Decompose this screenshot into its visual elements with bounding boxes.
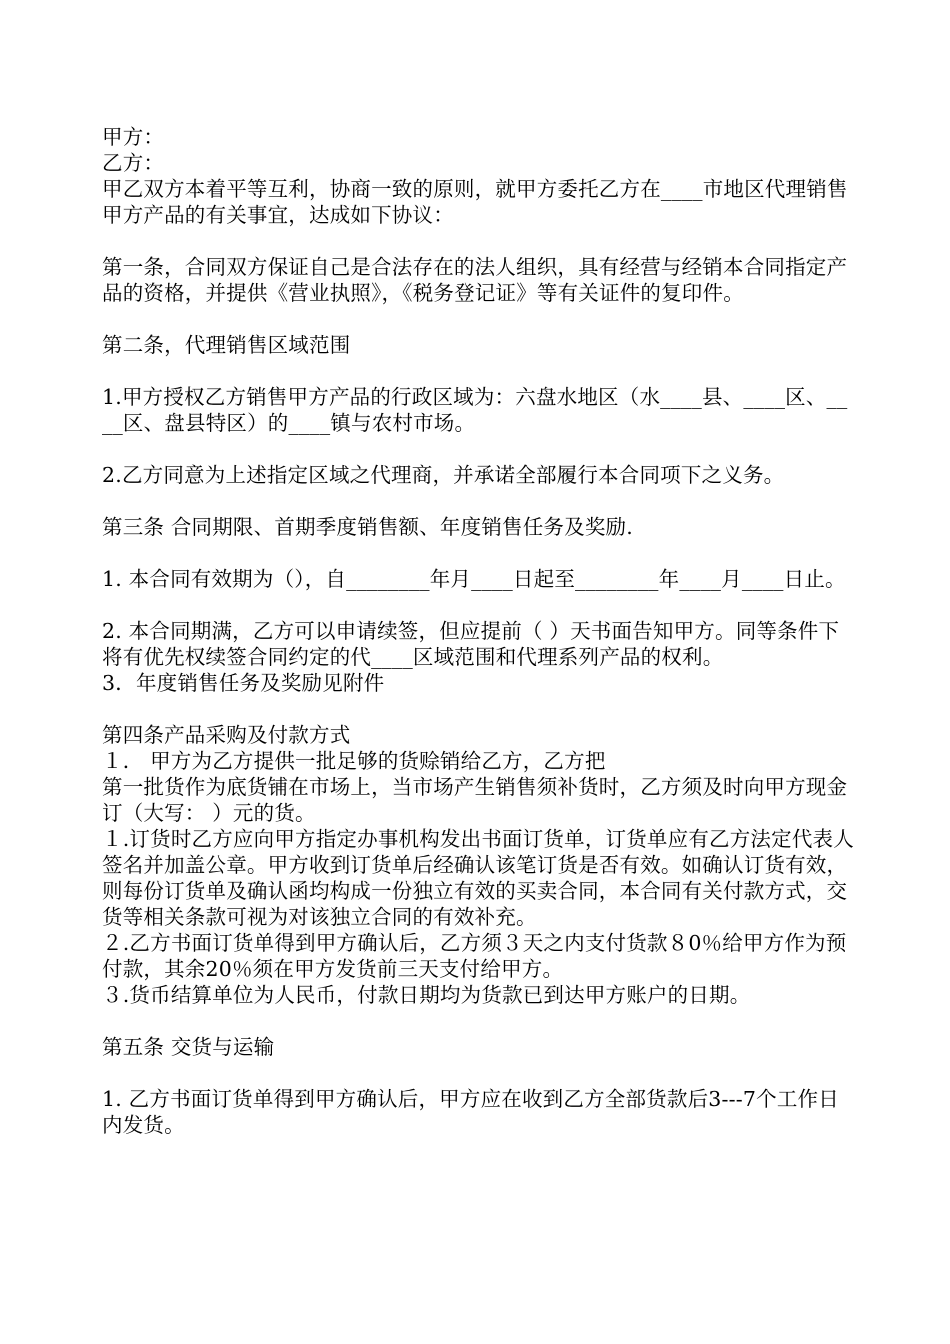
article-3-clause-2: 2. 本合同期满，乙方可以申请续签，但应提前（ ）天书面告知甲方。同等条件下将有优先权续签合同约定的代____区域范围和代理系列产品的权利。 <box>102 619 840 669</box>
article-4-heading: 第四条产品采购及付款方式 <box>102 723 351 747</box>
article-2-heading: 第二条，代理销售区域范围 <box>102 333 351 357</box>
article-4-clause-1-continued: 第一批货作为底货铺在市场上，当市场产生销售须补货时，乙方须及时向甲方现金订（大写： ）元的货。 <box>102 775 848 825</box>
article-3-heading: 第三条 合同期限、首期季度销售额、年度销售任务及奖励. <box>102 515 633 539</box>
preamble-paragraph: 甲乙双方本着平等互利，协商一致的原则，就甲方委托乙方在____市地区代理销售甲方产品的有关事宜，达成如下协议： <box>102 177 848 227</box>
party-a-line: 甲方： <box>102 125 165 149</box>
article-4-clause-1: １． 甲方为乙方提供一批足够的货赊销给乙方，乙方把 <box>102 749 606 773</box>
article-2-clause-1: 1.甲方授权乙方销售甲方产品的行政区域为：六盘水地区（水____县、____区、____区、盘县特区）的____镇与农村市场。 <box>102 385 848 435</box>
article-2-clause-2: 2.乙方同意为上述指定区域之代理商，并承诺全部履行本合同项下之义务。 <box>102 463 785 487</box>
article-3-clause-1: 1. 本合同有效期为（），自________年月____日起至________年____月____日止。 <box>102 567 846 591</box>
article-3-clause-3: 3．年度销售任务及奖励见附件 <box>102 671 385 695</box>
article-5-heading: 第五条 交货与运输 <box>102 1035 275 1059</box>
article-1-paragraph: 第一条，合同双方保证自己是合法存在的法人组织，具有经营与经销本合同指定产品的资格，并提供《营业执照》，《税务登记证》等有关证件的复印件。 <box>102 255 848 305</box>
article-5-clause-1: 1. 乙方书面订货单得到甲方确认后，甲方应在收到乙方全部货款后3---7个工作日内发货。 <box>102 1087 839 1137</box>
article-4-currency-clause: ３.货币结算单位为人民币，付款日期均为货款已到达甲方账户的日期。 <box>102 983 751 1007</box>
party-b-line: 乙方： <box>102 151 165 175</box>
contract-body <box>102 124 854 1138</box>
article-4-payment-clause: ２.乙方书面订货单得到甲方确认后，乙方须３天之内支付货款８0％给甲方作为预付款，其余20％须在甲方发货前三天支付给甲方。 <box>102 931 847 981</box>
article-4-ordering-clause: １.订货时乙方应向甲方指定办事机构发出书面订货单，订货单应有乙方法定代表人签名并加盖公章。甲方收到订货单后经确认该笔订货是否有效。如确认订货有效，则每份订货单及确认函均构成一份独立有效的买卖合同，本合同有关付款方式，交货等相关条款可视为对该独立合同的有效补充。 <box>102 827 854 929</box>
